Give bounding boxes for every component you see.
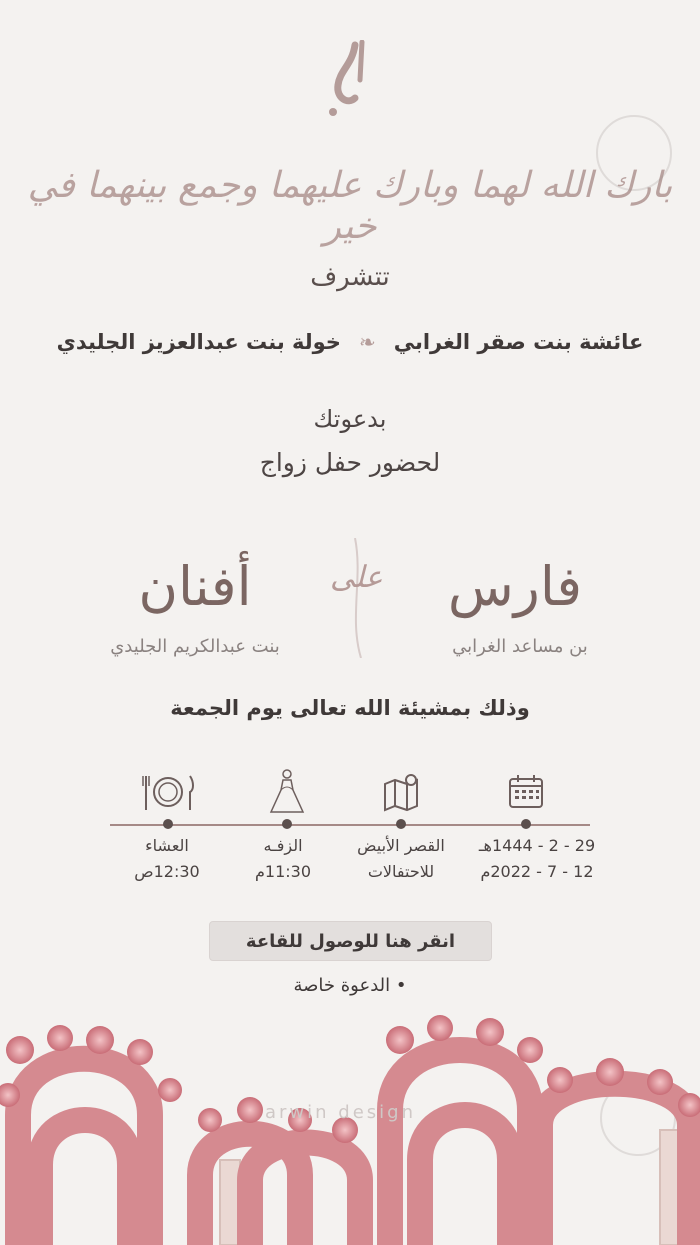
timeline-dot <box>163 819 173 829</box>
groom-lineage: بن مساعد الغرابي <box>452 636 588 657</box>
bride-name: أفنان <box>138 555 252 618</box>
venue-name: القصر الأبيض <box>357 836 445 855</box>
dinner-plate-icon <box>138 772 198 812</box>
floral-arches-illustration <box>0 1010 700 1245</box>
gregorian-date: 12 - 7 - 2022م <box>480 862 594 881</box>
honor-heading: تتشرف <box>310 262 390 292</box>
groom-name: فارس <box>447 555 583 618</box>
map-pin-icon <box>381 772 421 812</box>
invite-line: بدعوتك <box>313 405 387 433</box>
host-2: خولة بنت عبدالعزيز الجليدي <box>56 330 341 354</box>
timeline-date <box>462 833 612 885</box>
venue-location-button[interactable]: انقر هنا للوصول للقاعة <box>209 921 492 961</box>
calligraphy-stroke-icon <box>345 538 375 658</box>
leaf-separator-icon: ❧ <box>358 330 376 354</box>
venue-sub: للاحتفالات <box>367 862 435 881</box>
dinner-label: العشاء <box>145 836 189 855</box>
day-line: وذلك بمشيئة الله تعالى يوم الجمعة <box>170 696 530 720</box>
dinner-time: 12:30ص <box>134 862 200 881</box>
bride-icon <box>265 766 309 816</box>
host-1: عائشة بنت صقر الغرابي <box>393 330 644 354</box>
couple-connector: على <box>330 560 383 595</box>
calligraphy-logo-icon <box>300 40 400 120</box>
private-invitation-note: • الدعوة خاصة <box>293 975 407 996</box>
timeline-dot <box>396 819 406 829</box>
timeline-dot <box>521 819 531 829</box>
hijri-date: 29 - 2 - 1444هـ <box>478 836 596 855</box>
watermark-stamp-icon <box>596 115 672 191</box>
zaffa-label: الزفـه <box>263 836 303 855</box>
hosts-line <box>0 330 700 354</box>
designer-watermark: arwin design <box>265 1102 416 1123</box>
bride-lineage: بنت عبدالكريم الجليدي <box>110 636 280 657</box>
timeline-dinner <box>92 833 242 885</box>
calendar-icon <box>506 772 546 812</box>
blessing-calligraphy: بارك الله لهما وبارك عليهما وجمع بينهما في خير <box>27 165 673 247</box>
zaffa-time: 11:30م <box>254 862 311 881</box>
timeline-dot <box>282 819 292 829</box>
invite-subline: لحضور حفل زواج <box>259 448 441 477</box>
timeline-line <box>110 824 590 826</box>
